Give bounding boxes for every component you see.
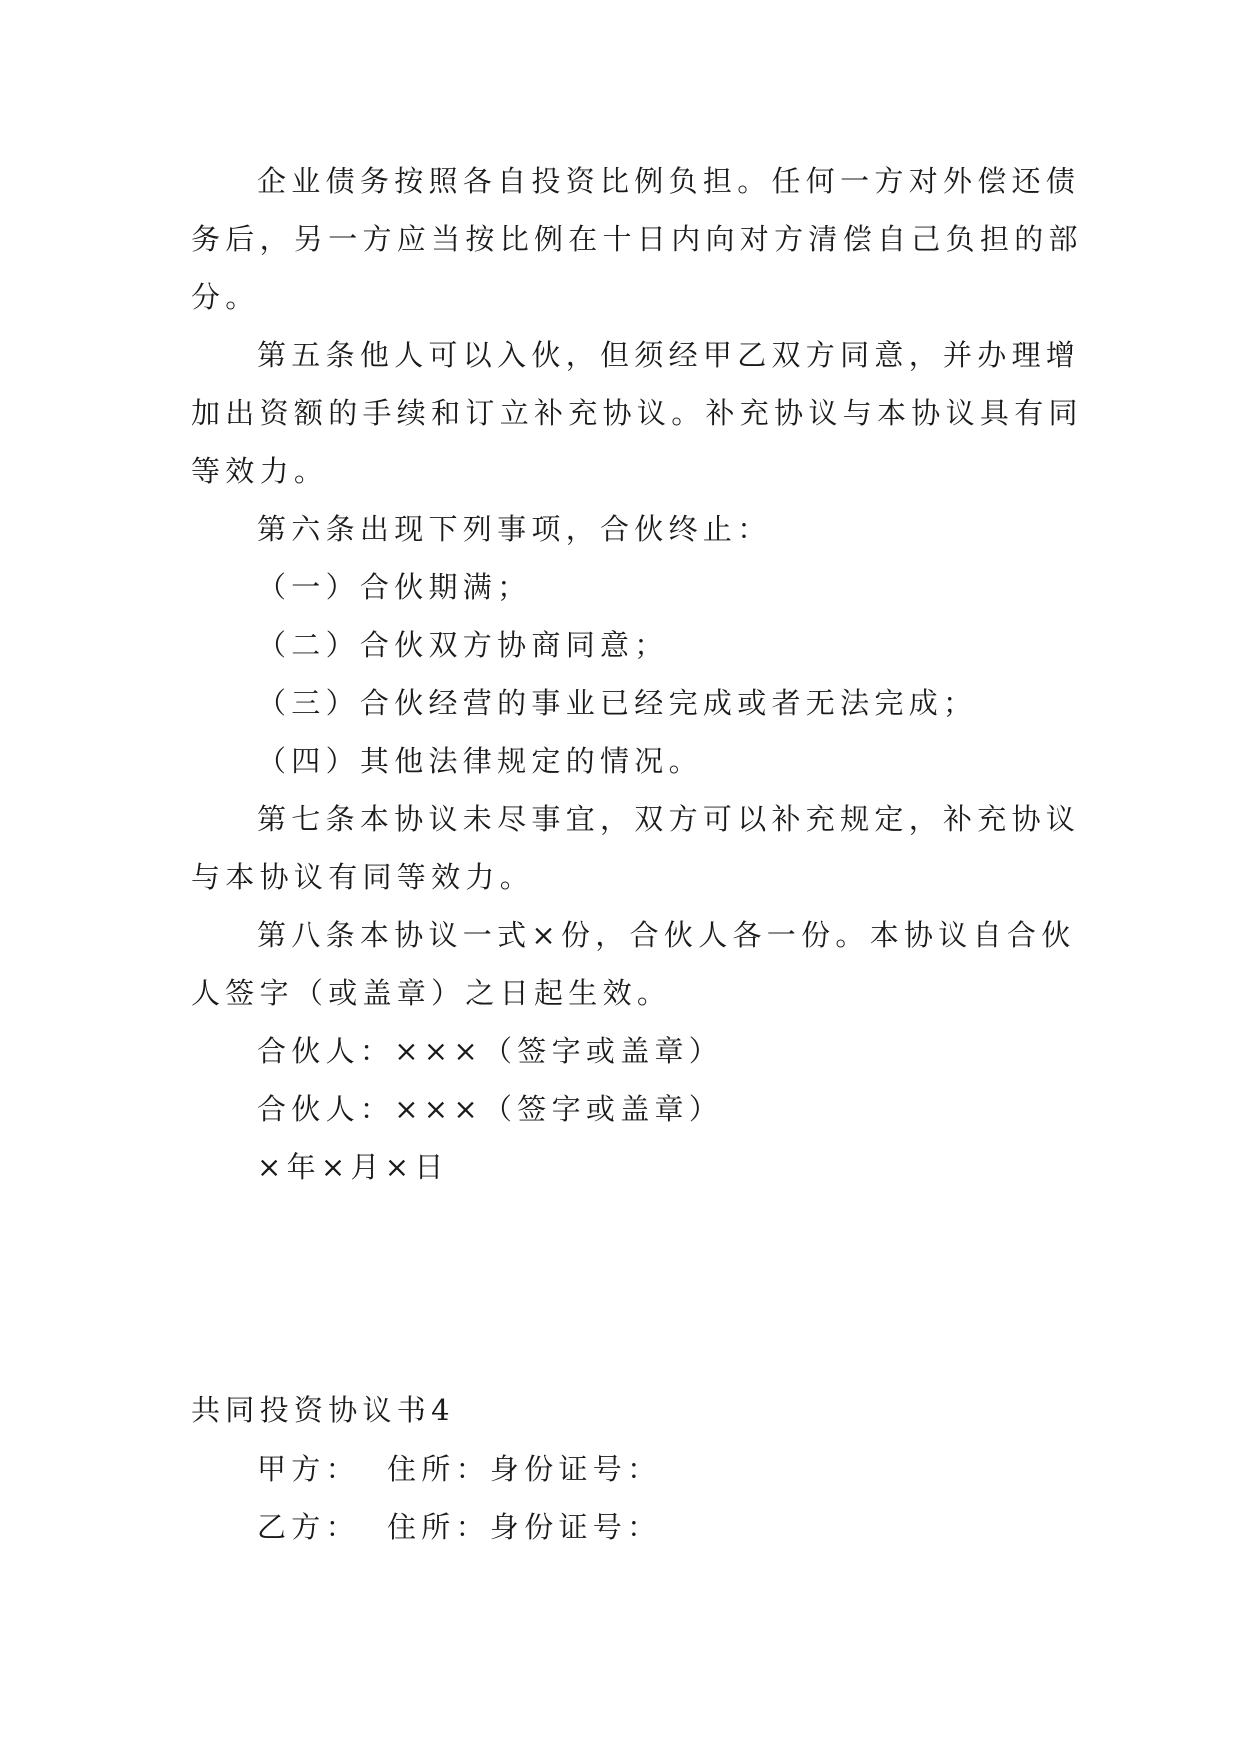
list-item: （一）合伙期满；	[257, 570, 532, 604]
party-row	[257, 1440, 661, 1498]
party-details: 住所：身份证号：	[387, 1452, 662, 1486]
date-line: ×年×月×日	[257, 1150, 449, 1184]
signature-line: 合伙人：×××（签字或盖章）	[257, 1092, 724, 1126]
party-label: 乙方：	[257, 1510, 360, 1544]
paragraph-line: 第八条本协议一式×份，合伙人各一份。本协议自合伙	[257, 918, 1076, 952]
list-item: （二）合伙双方协商同意；	[257, 628, 669, 662]
party-list	[257, 1440, 661, 1556]
paragraph-line: 第六条出现下列事项，合伙终止：	[257, 512, 772, 546]
paragraph-line: 第五条他人可以入伙，但须经甲乙双方同意，并办理增	[257, 338, 1081, 372]
party-row	[257, 1498, 661, 1556]
list-item: （四）其他法律规定的情况。	[257, 744, 703, 778]
body-text	[191, 152, 1083, 1196]
paragraph-line: 加出资额的手续和订立补充协议。补充协议与本协议具有同	[191, 396, 1083, 430]
paragraph-line: 与本协议有同等效力。	[191, 860, 535, 894]
list-item: （三）合伙经营的事业已经完成或者无法完成；	[257, 686, 978, 720]
party-label: 甲方：	[257, 1452, 360, 1486]
party-details: 住所：身份证号：	[387, 1510, 662, 1544]
paragraph-line: 务后，另一方应当按比例在十日内向对方清偿自己负担的部	[191, 222, 1083, 256]
signature-line: 合伙人：×××（签字或盖章）	[257, 1034, 724, 1068]
paragraph-line: 等效力。	[191, 454, 329, 488]
paragraph-line: 分。	[191, 280, 260, 314]
paragraph-line: 第七条本协议未尽事宜，双方可以补充规定，补充协议	[257, 802, 1081, 836]
paragraph-line: 企业债务按照各自投资比例负担。任何一方对外偿还债	[257, 164, 1081, 198]
section-heading: 共同投资协议书4	[191, 1393, 455, 1427]
paragraph-line: 人签字（或盖章）之日起生效。	[191, 976, 672, 1010]
